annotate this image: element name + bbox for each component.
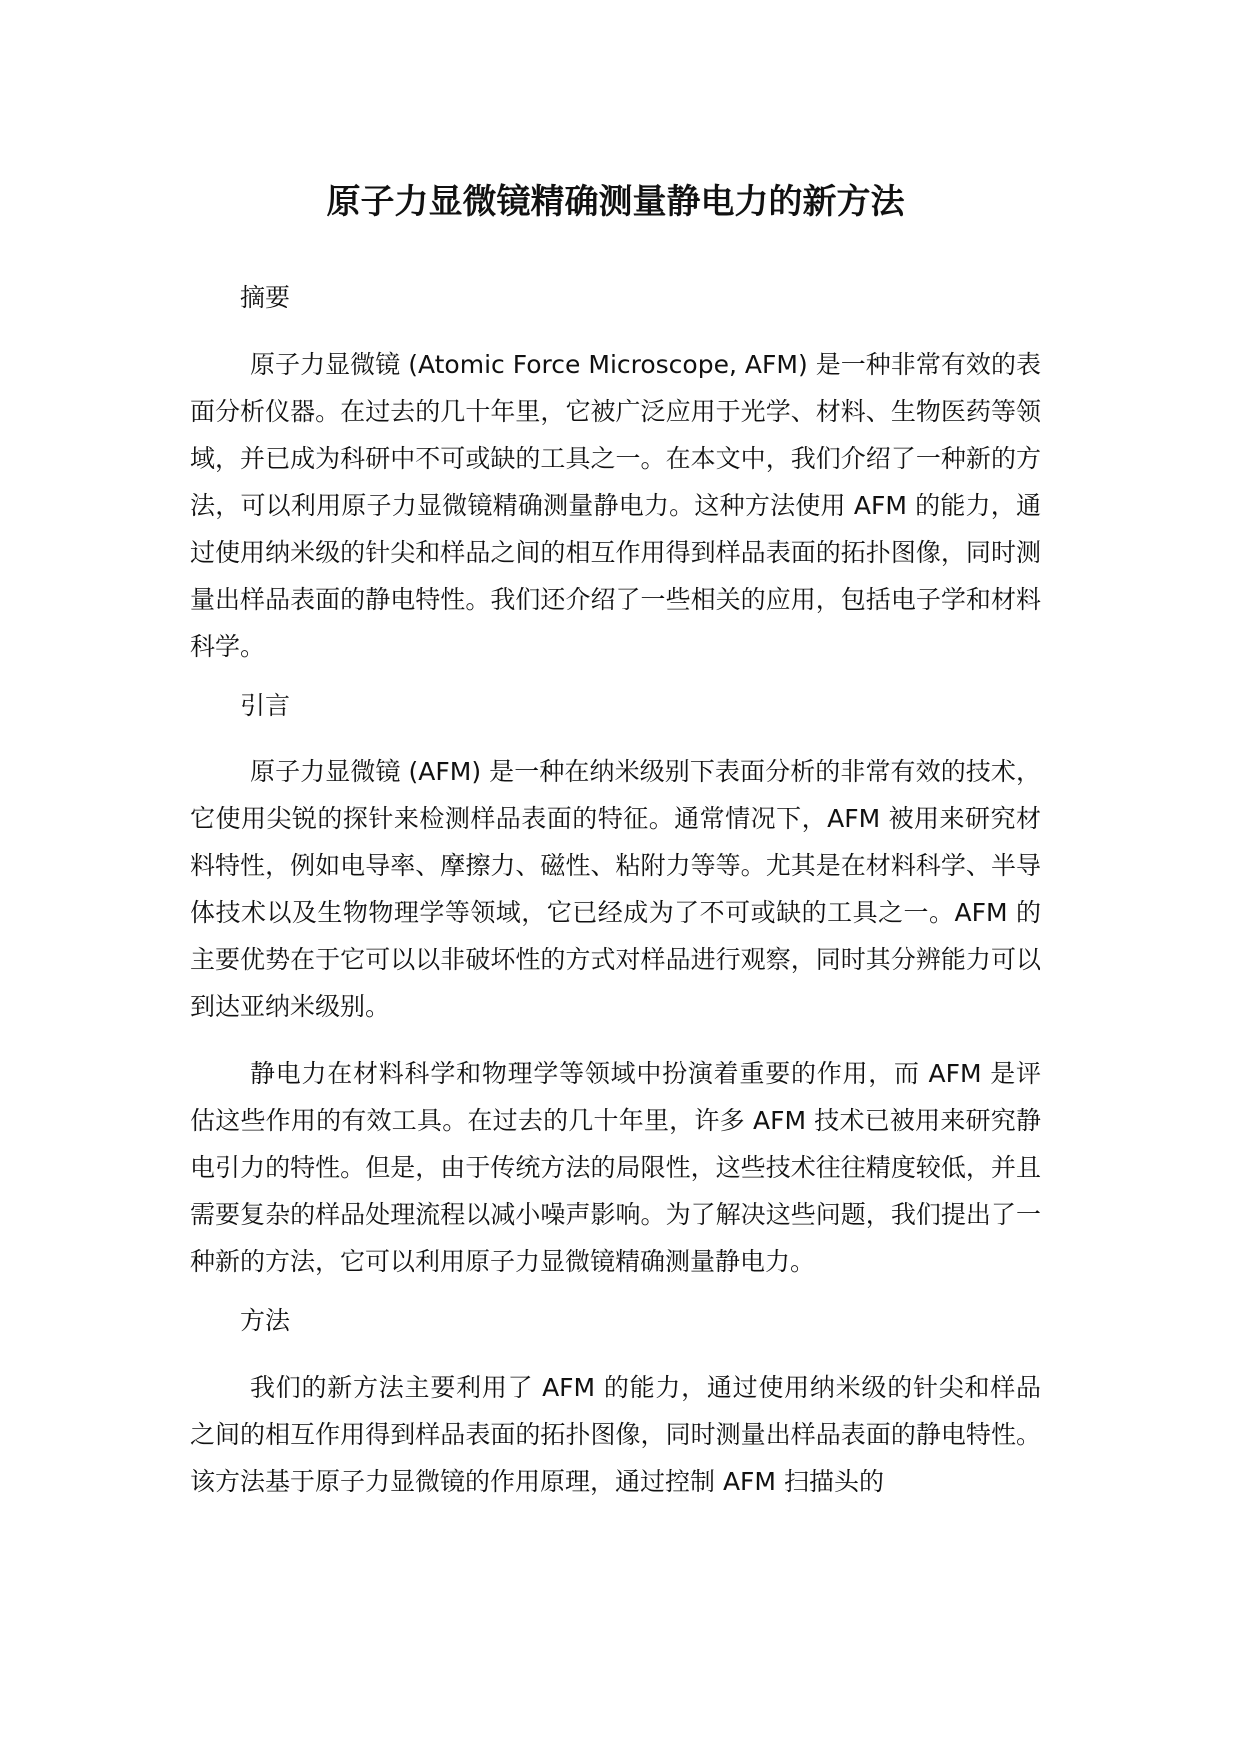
method-paragraph: 我们的新方法主要利用了 AFM 的能力，通过使用纳米级的针尖和样品之间的相互作用得到样品表面的拓扑图像，同时测量出样品表面的静电特性。该方法基于原子力显微镜的作用原理，通过控制 AFM 扫描头的 xyxy=(190,1372,1041,1496)
introduction-paragraph-1: 原子力显微镜 (AFM) 是一种在纳米级别下表面分析的非常有效的技术，它使用尖锐的探针来检测样品表面的特征。通常情况下，AFM 被用来研究材料特性，例如电导率、摩擦力、磁性、粘附力等等。尤其是在材料科学、半导体技术以及生物物理学等领域，它已经成为了不可或缺的工具之一。AFM 的主要优势在于它可以以非破坏性的方式对样品进行观察，同时其分辨能力可以到达亚纳米级别。 xyxy=(190,757,1041,1022)
section-introduction xyxy=(190,690,1041,1286)
section-heading-introduction: 引言 xyxy=(240,690,291,720)
introduction-paragraph-2: 静电力在材料科学和物理学等领域中扮演着重要的作用，而 AFM 是评估这些作用的有效工具。在过去的几十年里，许多 AFM 技术已被用来研究静电引力的特性。但是，由于传统方法的局限性，这些技术往往精度较低，并且需要复杂的样品处理流程以减小噪声影响。为了解决这些问题，我们提出了一种新的方法，它可以利用原子力显微镜精确测量静电力。 xyxy=(190,1059,1041,1277)
section-abstract xyxy=(190,282,1041,670)
document-title: 原子力显微镜精确测量静电力的新方法 xyxy=(326,182,905,222)
abstract-paragraph: 原子力显微镜 (Atomic Force Microscope, AFM) 是一种非常有效的表面分析仪器。在过去的几十年里，它被广泛应用于光学、材料、生物医药等领域，并已成为科研中不可或缺的工具之一。在本文中，我们介绍了一种新的方法，可以利用原子力显微镜精确测量静电力。这种方法使用 AFM 的能力，通过使用纳米级的针尖和样品之间的相互作用得到样品表面的拓扑图像，同时测量出样品表面的静电特性。我们还介绍了一些相关的应用，包括电子学和材料科学。 xyxy=(190,349,1041,661)
section-heading-method: 方法 xyxy=(240,1306,291,1336)
section-method xyxy=(190,1305,1041,1505)
section-heading-abstract: 摘要 xyxy=(240,283,291,313)
